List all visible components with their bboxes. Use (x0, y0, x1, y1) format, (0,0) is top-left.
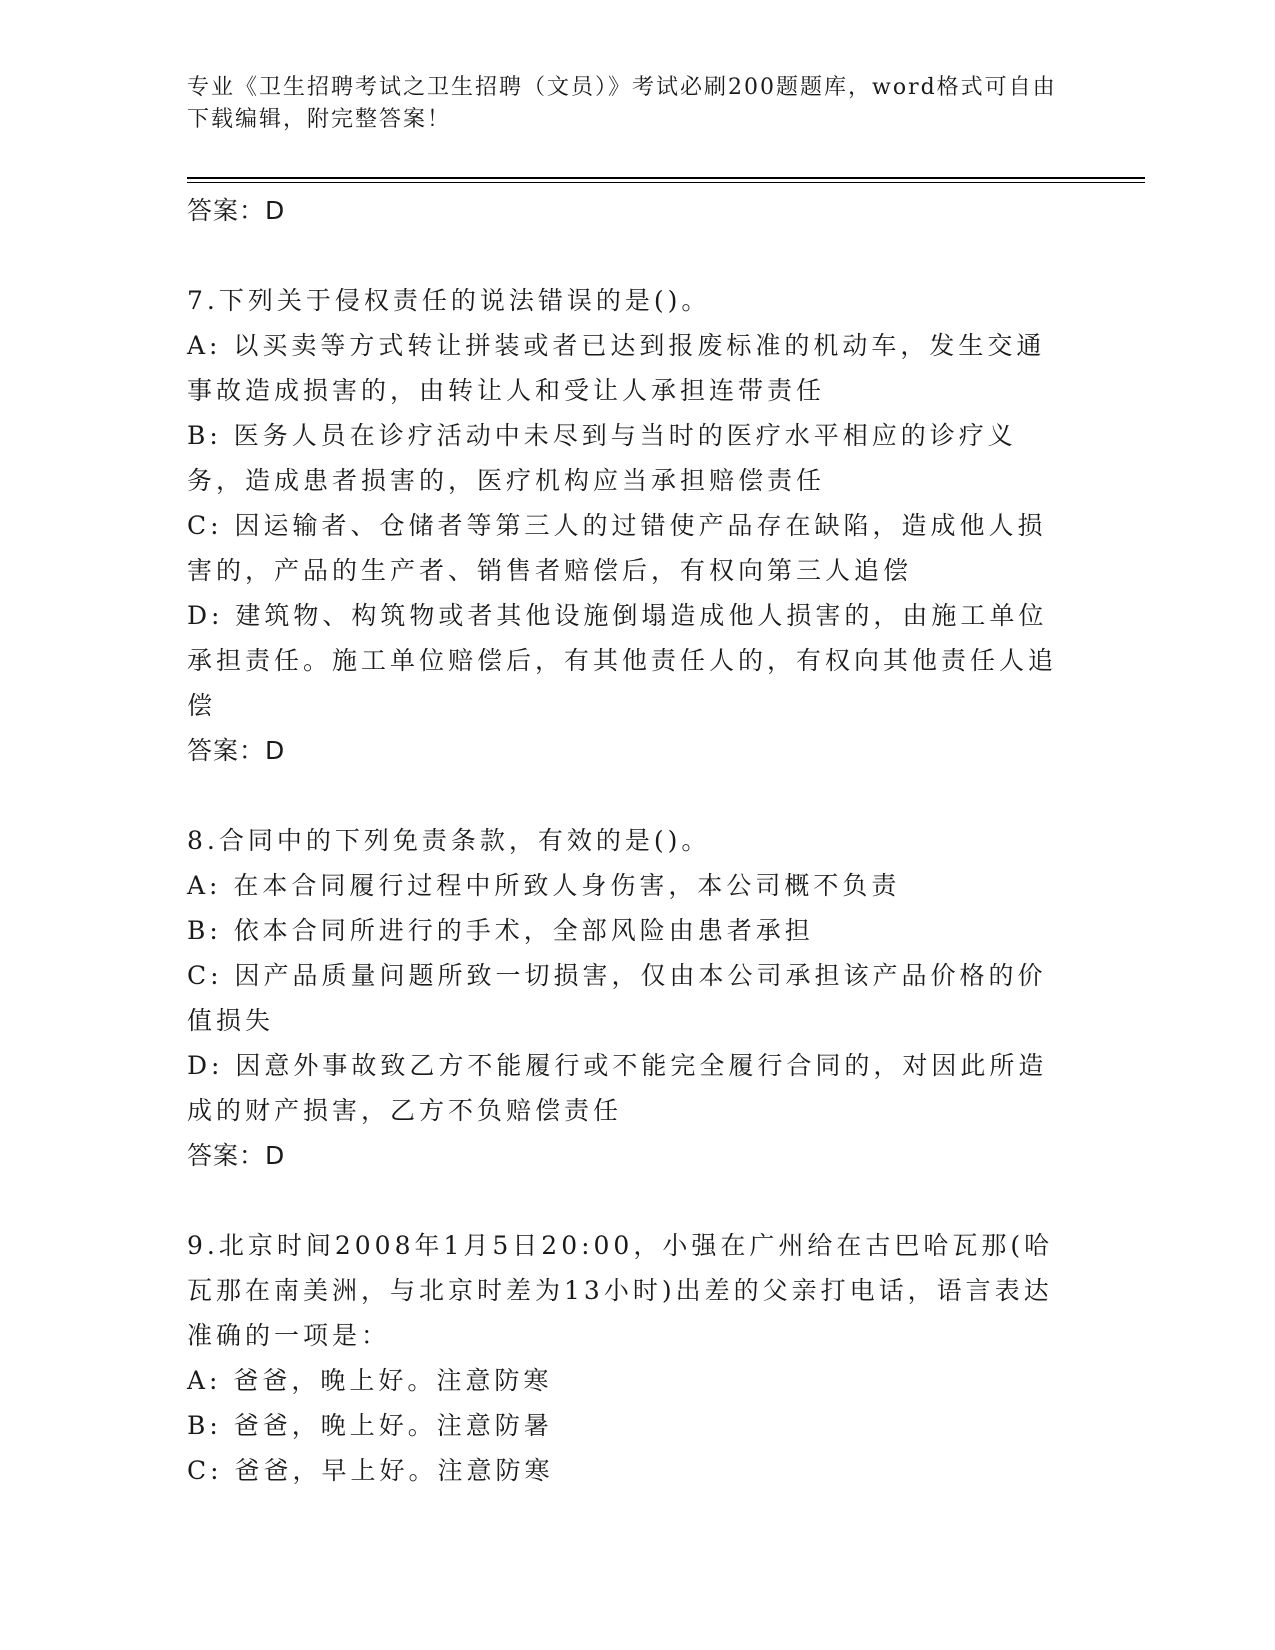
option-b: B: 爸爸，晚上好。注意防暑 (187, 1411, 553, 1440)
answer-line: 答案：D (187, 196, 286, 225)
document-body (187, 188, 1067, 1493)
question-block (187, 818, 1067, 1178)
answer-line: 答案：D (187, 736, 286, 765)
question-text: 8.合同中的下列免责条款，有效的是()。 (187, 826, 711, 855)
header-rule-thin (187, 182, 1145, 183)
spacer (187, 1178, 1067, 1223)
option-c: C: 爸爸，早上好。注意防寒 (187, 1456, 554, 1485)
question-text: 7.下列关于侵权责任的说法错误的是()。 (187, 286, 711, 315)
spacer (187, 773, 1067, 818)
question-text: 9.北京时间2008年1月5日20:00，小强在广州给在古巴哈瓦那(哈瓦那在南美洲，与北京时差为13小时)出差的父亲打电话，语言表达准确的一项是： (187, 1231, 1054, 1350)
answer-line: 答案：D (187, 1141, 286, 1170)
question-block (187, 1223, 1067, 1493)
spacer (187, 233, 1067, 278)
header-rule-thick (187, 177, 1145, 179)
option-b: B: 依本合同所进行的手术，全部风险由患者承担 (187, 916, 814, 945)
question-block (187, 278, 1067, 773)
option-b: B: 医务人员在诊疗活动中未尽到与当时的医疗水平相应的诊疗义务，造成患者损害的，医疗机构应当承担赔偿责任 (187, 421, 1017, 495)
option-c: C: 因运输者、仓储者等第三人的过错使产品存在缺陷，造成他人损害的，产品的生产者、销售者赔偿后，有权向第三人追偿 (187, 511, 1047, 585)
page-header: 专业《卫生招聘考试之卫生招聘（文员）》考试必刷200题题库，word格式可自由下载编辑，附完整答案！ (187, 75, 1057, 132)
option-c: C: 因产品质量问题所致一切损害，仅由本公司承担该产品价格的价值损失 (187, 961, 1047, 1035)
option-a: A: 爸爸，晚上好。注意防寒 (187, 1366, 553, 1395)
option-d: D: 建筑物、构筑物或者其他设施倒塌造成他人损害的，由施工单位承担责任。施工单位赔偿后，有其他责任人的，有权向其他责任人追偿 (187, 601, 1058, 720)
option-a: A: 以买卖等方式转让拼装或者已达到报废标准的机动车，发生交通事故造成损害的，由转让人和受让人承担连带责任 (187, 331, 1046, 405)
option-a: A: 在本合同履行过程中所致人身伤害，本公司概不负责 (187, 871, 901, 900)
option-d: D: 因意外事故致乙方不能履行或不能完全履行合同的，对因此所造成的财产损害，乙方不负赔偿责任 (187, 1051, 1048, 1125)
